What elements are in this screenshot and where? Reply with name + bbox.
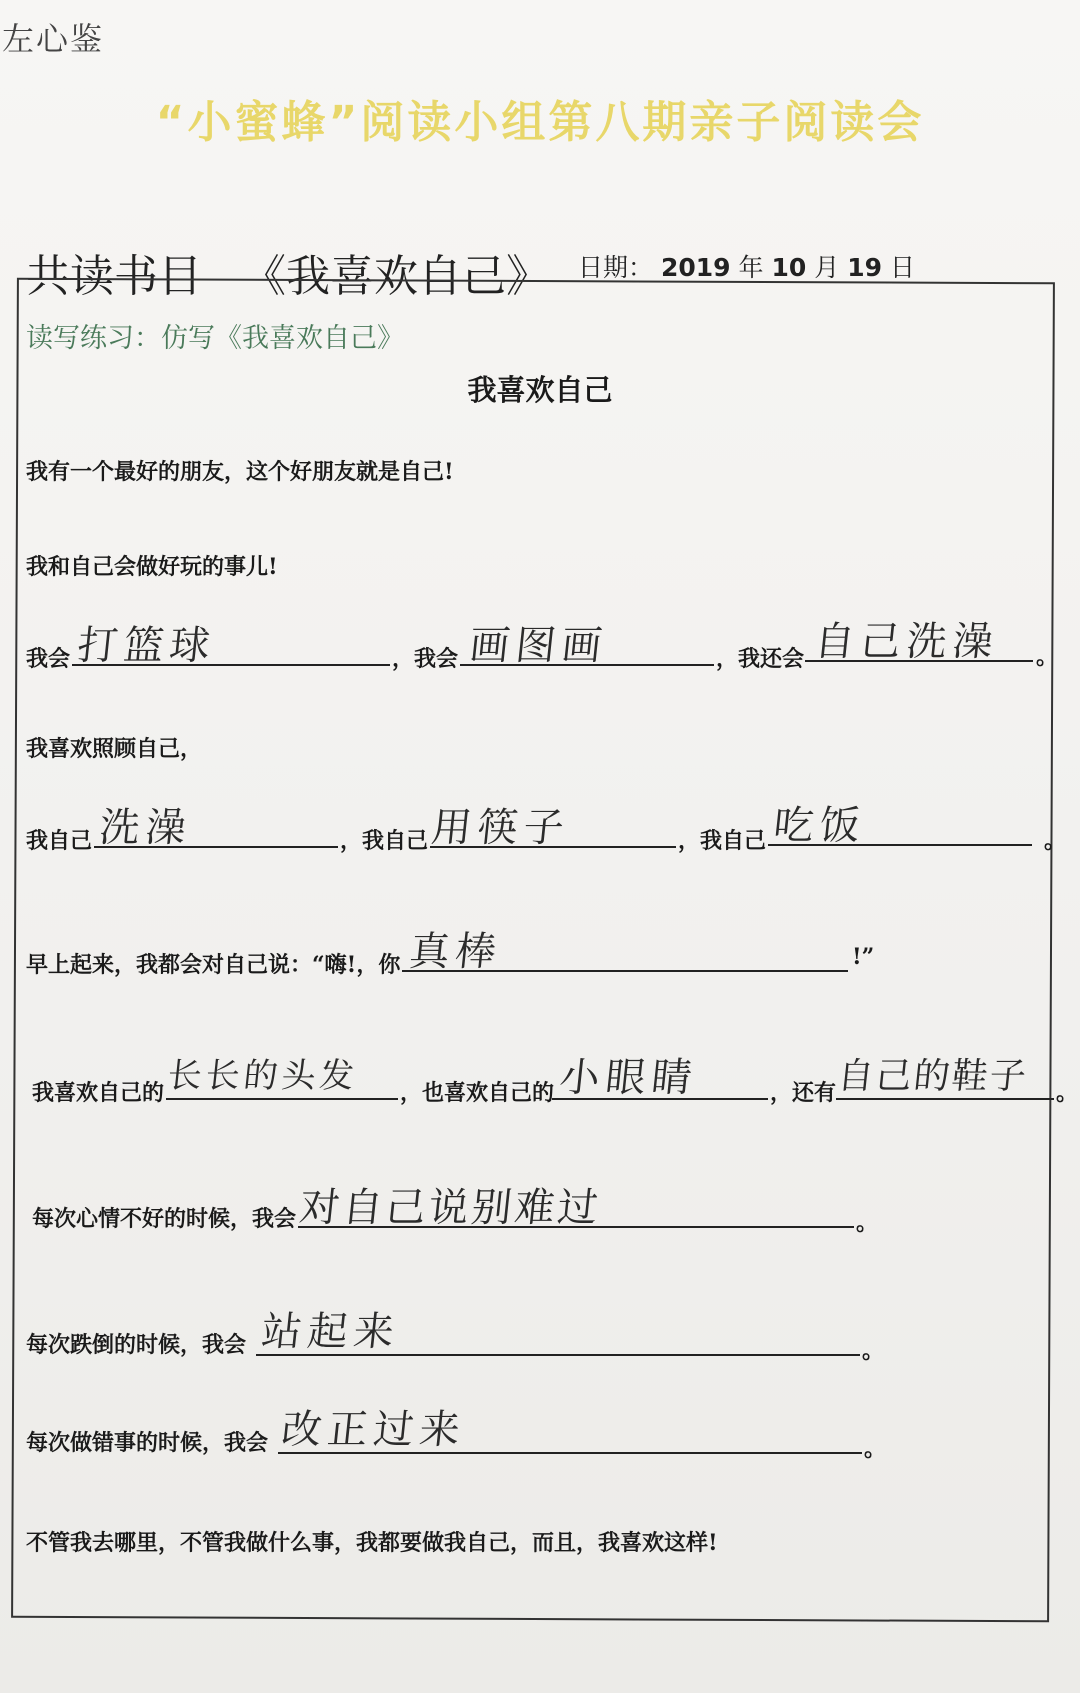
date-month: 10 bbox=[771, 253, 807, 282]
text-segment: ，我还会 bbox=[716, 646, 805, 672]
line-be-myself: 不管我去哪里，不管我做什么事，我都要做我自己，而且，我喜欢这样! bbox=[26, 1530, 718, 1556]
handwritten-answer: 改正过来 bbox=[279, 1407, 469, 1453]
exclamation-close-quote: !” bbox=[852, 944, 875, 970]
book-title: 《我喜欢自己》 bbox=[242, 251, 550, 302]
text-segment: 每次心情不好的时候，我会 bbox=[32, 1206, 297, 1232]
text-segment: 我会 bbox=[26, 646, 71, 672]
text-segment: ，也喜欢自己的 bbox=[400, 1080, 555, 1106]
period-mark: 。 bbox=[864, 1436, 887, 1462]
period-mark: 。 bbox=[1036, 644, 1059, 670]
handwritten-answer: 用筷子 bbox=[429, 805, 573, 851]
line-i-can bbox=[26, 642, 70, 673]
line-fun-things: 我和自己会做好玩的事儿! bbox=[26, 554, 278, 580]
exercise-label: 读写练习：仿写《我喜欢自己》 bbox=[26, 323, 404, 354]
line-myself bbox=[26, 824, 92, 855]
answer-blank[interactable] bbox=[166, 1098, 398, 1100]
date-line bbox=[578, 248, 915, 284]
handwritten-answer: 自己的鞋子 bbox=[835, 1056, 1030, 1097]
period-mark: 。 bbox=[1044, 828, 1067, 854]
period-mark: 。 bbox=[856, 1210, 879, 1236]
corner-handwritten-name: 左心鉴 bbox=[2, 20, 105, 58]
line-i-like-my bbox=[32, 1076, 164, 1107]
text-segment: 每次跌倒的时候，我会 bbox=[26, 1332, 247, 1358]
text-segment: ，我自己 bbox=[678, 828, 767, 854]
handwritten-answer: 自己洗澡 bbox=[812, 619, 1002, 665]
text-segment: 我自己 bbox=[26, 828, 93, 854]
date-year: 2019 bbox=[660, 253, 731, 282]
line-take-care: 我喜欢照顾自己， bbox=[26, 736, 203, 762]
handwritten-answer: 打篮球 bbox=[75, 623, 219, 669]
line-feeling-bad bbox=[32, 1202, 296, 1233]
text-segment: ，还有 bbox=[770, 1080, 837, 1106]
text-segment: 每次做错事的时候，我会 bbox=[26, 1430, 269, 1456]
event-title: “小蜜蜂”阅读小组第八期亲子阅读会 bbox=[155, 97, 925, 148]
line-friend: 我有一个最好的朋友，这个好朋友就是自己! bbox=[26, 459, 454, 485]
date-year-unit: 年 bbox=[738, 253, 764, 282]
text-segment: ，我自己 bbox=[340, 828, 429, 854]
handwritten-answer: 站起来 bbox=[259, 1309, 403, 1355]
line-falling-down bbox=[26, 1328, 246, 1359]
handwritten-answer: 洗澡 bbox=[97, 805, 195, 851]
date-day-unit: 日 bbox=[889, 253, 915, 282]
handwritten-answer: 真棒 bbox=[407, 929, 505, 975]
poem-title: 我喜欢自己 bbox=[467, 373, 613, 407]
line-morning-greeting bbox=[26, 948, 400, 979]
text-segment: 早上起来，我都会对自己说：“嗨!，你 bbox=[26, 952, 401, 978]
handwritten-answer: 画图画 bbox=[467, 623, 611, 669]
date-day: 19 bbox=[847, 253, 882, 282]
handwritten-answer: 长长的头发 bbox=[165, 1056, 360, 1096]
handwritten-answer: 小眼睛 bbox=[557, 1055, 701, 1101]
period-mark: 。 bbox=[1056, 1080, 1079, 1106]
handwritten-answer: 对自己说别难过 bbox=[297, 1185, 604, 1231]
book-label: 共读书目 bbox=[26, 251, 202, 302]
text-segment: 我喜欢自己的 bbox=[32, 1080, 165, 1106]
text-segment: ，我会 bbox=[392, 646, 459, 672]
handwritten-answer: 吃饭 bbox=[771, 803, 869, 849]
period-mark: 。 bbox=[862, 1338, 885, 1364]
date-label: 日期： bbox=[578, 253, 654, 282]
line-mistakes bbox=[26, 1426, 268, 1457]
date-month-unit: 月 bbox=[814, 253, 840, 282]
